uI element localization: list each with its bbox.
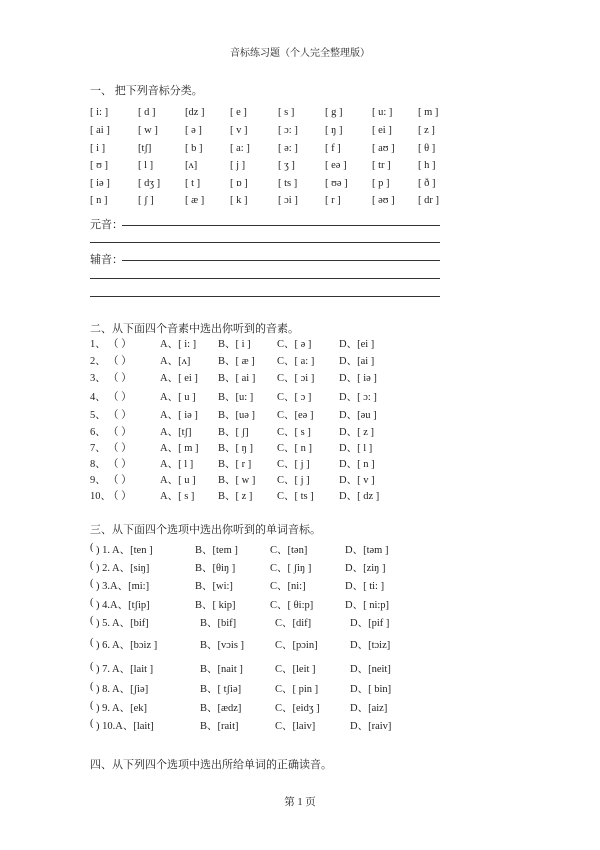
phonetic-symbol: [ ð ] bbox=[418, 178, 436, 189]
option: B、[uə ] bbox=[218, 410, 256, 421]
option: C、[laiv] bbox=[275, 721, 316, 732]
phonetic-symbol: [ b ] bbox=[185, 143, 203, 154]
answer-blank[interactable]: （ ） bbox=[108, 475, 132, 486]
option: C、[leit ] bbox=[275, 664, 316, 675]
phonetic-symbol: [ ts ] bbox=[278, 178, 298, 189]
option: D、[tɔiz] bbox=[350, 640, 391, 651]
answer-blank[interactable]: ( bbox=[90, 578, 94, 589]
option: D、[neit] bbox=[350, 664, 391, 675]
option: B、[wi:] bbox=[195, 581, 233, 592]
consonant-answer-line[interactable] bbox=[122, 260, 440, 261]
phonetic-symbol: [tʃ] bbox=[138, 143, 152, 154]
answer-blank[interactable]: （ ） bbox=[108, 373, 132, 384]
answer-blank[interactable]: （ ） bbox=[108, 410, 132, 421]
phonetic-symbol: [ ʊ ] bbox=[90, 160, 109, 171]
option: B、[ ŋ ] bbox=[218, 443, 253, 454]
phonetic-symbol: [ w ] bbox=[138, 125, 158, 136]
phonetic-symbol: [ n ] bbox=[90, 195, 108, 206]
answer-blank[interactable]: （ ） bbox=[108, 459, 132, 470]
option: C、[eidʒ ] bbox=[275, 703, 320, 714]
answer-blank[interactable]: ( bbox=[90, 542, 94, 553]
option: C、[ j ] bbox=[277, 475, 310, 486]
phonetic-symbol: [ ɒ ] bbox=[230, 178, 248, 189]
option: D、[ziŋ ] bbox=[345, 563, 386, 574]
phonetic-symbol: [ eə ] bbox=[325, 160, 347, 171]
option: C、[ a: ] bbox=[277, 356, 315, 367]
option: B、[ ai ] bbox=[218, 373, 256, 384]
answer-blank[interactable]: ( bbox=[90, 661, 94, 672]
option: D、[ ɔ: ] bbox=[339, 392, 377, 403]
answer-blank[interactable]: ( bbox=[90, 718, 94, 729]
phonetic-symbol: [ ʒ ] bbox=[278, 160, 295, 171]
phonetic-symbol: [ t ] bbox=[185, 178, 201, 189]
option: A、[ʌ] bbox=[160, 356, 191, 367]
phonetic-symbol: [ ai ] bbox=[90, 125, 110, 136]
phonetic-symbol: [ a: ] bbox=[230, 143, 250, 154]
option: D、[ z ] bbox=[339, 427, 374, 438]
option: D、[ dz ] bbox=[339, 491, 380, 502]
option: B、[rait] bbox=[200, 721, 239, 732]
option: B、[ tʃiə] bbox=[200, 684, 242, 695]
consonant-answer-line-2[interactable] bbox=[90, 278, 440, 279]
question-number: 8、 bbox=[90, 459, 106, 470]
answer-blank[interactable]: （ ） bbox=[108, 491, 132, 502]
vowel-answer-line-2[interactable] bbox=[90, 242, 440, 243]
phonetic-symbol: [ i: ] bbox=[90, 107, 109, 118]
phonetic-symbol: [ g ] bbox=[325, 107, 343, 118]
answer-blank[interactable]: （ ） bbox=[108, 427, 132, 438]
option: C、[ ɔ ] bbox=[277, 392, 312, 403]
phonetic-symbol: [ l ] bbox=[138, 160, 154, 171]
option: A、[ ei ] bbox=[160, 373, 198, 384]
phonetic-symbol: [ m ] bbox=[418, 107, 439, 118]
phonetic-symbol: [ ɔi ] bbox=[278, 195, 298, 206]
answer-blank[interactable]: （ ） bbox=[108, 339, 132, 350]
phonetic-symbol: [ ʊə ] bbox=[325, 178, 348, 189]
phonetic-symbol: [ i ] bbox=[90, 143, 106, 154]
phonetic-symbol: [ z ] bbox=[418, 125, 435, 136]
option: C、[ ts ] bbox=[277, 491, 314, 502]
question-option-a: ) 5. A、[bif] bbox=[96, 618, 149, 629]
phonetic-symbol: [ ei ] bbox=[372, 125, 392, 136]
phonetic-symbol: [ s ] bbox=[278, 107, 295, 118]
option: D、[əu ] bbox=[339, 410, 377, 421]
option: D、[ n ] bbox=[339, 459, 375, 470]
option: B、[nait ] bbox=[200, 664, 243, 675]
option: B、[ z ] bbox=[218, 491, 253, 502]
phonetic-symbol: [ θ ] bbox=[418, 143, 436, 154]
option: A、[ u ] bbox=[160, 475, 196, 486]
option: C、[dif] bbox=[275, 618, 312, 629]
section2-heading: 二、从下面四个音素中选出你听到的音素。 bbox=[90, 323, 299, 335]
question-number: 9、 bbox=[90, 475, 106, 486]
option: D、[raiv] bbox=[350, 721, 392, 732]
option: C、[ s ] bbox=[277, 427, 311, 438]
question-number: 10、 bbox=[90, 491, 111, 502]
question-option-a: ) 6. A、[bɔiz ] bbox=[96, 640, 158, 651]
phonetic-symbol: [dz ] bbox=[185, 107, 205, 118]
option: B、[θiŋ ] bbox=[195, 563, 236, 574]
option: D、[ bin] bbox=[350, 684, 392, 695]
phonetic-symbol: [ r ] bbox=[325, 195, 341, 206]
phonetic-symbol: [ dr ] bbox=[418, 195, 439, 206]
phonetic-symbol: [ j ] bbox=[230, 160, 246, 171]
phonetic-symbol: [ʌ] bbox=[185, 160, 198, 171]
page-title: 音标练习题（个人完全整理版） bbox=[230, 48, 370, 59]
question-number: 3、 bbox=[90, 373, 106, 384]
option: A、[tʃ] bbox=[160, 427, 192, 438]
option: C、[ θi:p] bbox=[270, 600, 314, 611]
answer-blank[interactable]: ( bbox=[90, 637, 94, 648]
phonetic-symbol: [ tr ] bbox=[372, 160, 391, 171]
question-number: 1、 bbox=[90, 339, 106, 350]
question-option-a: ) 9. A、[ek] bbox=[96, 703, 148, 714]
option: D、[təm ] bbox=[345, 545, 389, 556]
phonetic-symbol: [ iə ] bbox=[90, 178, 110, 189]
phonetic-symbol: [ e ] bbox=[230, 107, 247, 118]
vowel-label: 元音： bbox=[90, 219, 123, 231]
option: C、[ ɔi ] bbox=[277, 373, 315, 384]
option: C、[ pin ] bbox=[275, 684, 319, 695]
question-option-a: ) 2. A、[siŋ] bbox=[96, 563, 150, 574]
phonetic-symbol: [ u: ] bbox=[372, 107, 393, 118]
option: A、[ m ] bbox=[160, 443, 199, 454]
phonetic-symbol: [ p ] bbox=[372, 178, 390, 189]
option: B、[ ʃ] bbox=[218, 427, 249, 438]
question-number: 6、 bbox=[90, 427, 106, 438]
option: D、[ v ] bbox=[339, 475, 375, 486]
option: B、[tem ] bbox=[195, 545, 238, 556]
option: D、[ ti: ] bbox=[345, 581, 385, 592]
section4-heading: 四、从下列四个选项中选出所给单词的正确读音。 bbox=[90, 759, 332, 771]
option: C、[eə ] bbox=[277, 410, 314, 421]
page-footer: 第 1 页 bbox=[284, 797, 316, 808]
phonetic-symbol: [ k ] bbox=[230, 195, 248, 206]
option: D、[ iə ] bbox=[339, 373, 377, 384]
option: A、[ u ] bbox=[160, 392, 196, 403]
option: B、[ kip] bbox=[195, 600, 236, 611]
question-option-a: ) 10.A、[lait] bbox=[96, 721, 154, 732]
phonetic-symbol: [ əʊ ] bbox=[372, 195, 395, 206]
answer-blank[interactable]: （ ） bbox=[108, 356, 132, 367]
section3-heading: 三、从下面四个选项中选出你听到的单词音标。 bbox=[90, 524, 321, 536]
answer-blank[interactable]: （ ） bbox=[108, 392, 132, 403]
question-option-a: ) 8. A、[ʃiə] bbox=[96, 684, 149, 695]
vowel-answer-line[interactable] bbox=[122, 225, 440, 226]
question-option-a: ) 1. A、[ten ] bbox=[96, 545, 153, 556]
phonetic-symbol: [ ə ] bbox=[185, 125, 202, 136]
question-number: 7、 bbox=[90, 443, 106, 454]
phonetic-symbol: [ aʊ ] bbox=[372, 143, 395, 154]
option: C、[tən] bbox=[270, 545, 308, 556]
phonetic-symbol: [ dʒ ] bbox=[138, 178, 161, 189]
phonetic-symbol: [ f ] bbox=[325, 143, 341, 154]
phonetic-symbol: [ v ] bbox=[230, 125, 248, 136]
question-option-a: ) 3.A、[mi:] bbox=[96, 581, 150, 592]
option: B、[ r ] bbox=[218, 459, 252, 470]
phonetic-symbol: [ h ] bbox=[418, 160, 436, 171]
option: D、[pif ] bbox=[350, 618, 390, 629]
consonant-answer-line-3[interactable] bbox=[90, 296, 440, 297]
phonetic-symbol: [ d ] bbox=[138, 107, 156, 118]
option: A、[ i: ] bbox=[160, 339, 197, 350]
phonetic-symbol: [ ʃ ] bbox=[138, 195, 154, 206]
consonant-label: 辅音： bbox=[90, 254, 123, 266]
option: C、[ ə ] bbox=[277, 339, 312, 350]
answer-blank[interactable]: ( bbox=[90, 681, 94, 692]
question-option-a: ) 4.A、[tʃip] bbox=[96, 600, 150, 611]
option: A、[ s ] bbox=[160, 491, 195, 502]
option: D、[ai ] bbox=[339, 356, 375, 367]
option: A、[ l ] bbox=[160, 459, 194, 470]
question-option-a: ) 7. A、[lait ] bbox=[96, 664, 154, 675]
question-number: 4、 bbox=[90, 392, 106, 403]
option: B、[ æ ] bbox=[218, 356, 255, 367]
option: B、[ i ] bbox=[218, 339, 251, 350]
section1-heading: 一、 把下列音标分类。 bbox=[90, 85, 203, 97]
option: D、[ei ] bbox=[339, 339, 375, 350]
question-number: 2、 bbox=[90, 356, 106, 367]
option: B、[ædz] bbox=[200, 703, 242, 714]
option: B、[ w ] bbox=[218, 475, 256, 486]
phonetic-symbol: [ ŋ ] bbox=[325, 125, 343, 136]
question-number: 5、 bbox=[90, 410, 106, 421]
answer-blank[interactable]: ( bbox=[90, 700, 94, 711]
option: C、[ni:] bbox=[270, 581, 306, 592]
option: B、[u: ] bbox=[218, 392, 254, 403]
option: D、[ l ] bbox=[339, 443, 373, 454]
option: A、[ iə ] bbox=[160, 410, 198, 421]
phonetic-symbol: [ æ ] bbox=[185, 195, 205, 206]
answer-blank[interactable]: （ ） bbox=[108, 443, 132, 454]
option: C、[pɔin] bbox=[275, 640, 318, 651]
option: C、[ n ] bbox=[277, 443, 312, 454]
option: C、[ ʃiŋ ] bbox=[270, 563, 312, 574]
answer-blank[interactable]: ( bbox=[90, 597, 94, 608]
option: D、[ ni:p] bbox=[345, 600, 390, 611]
option: B、[bif] bbox=[200, 618, 237, 629]
phonetic-symbol: [ ɔ: ] bbox=[278, 125, 298, 136]
option: B、[vɔis ] bbox=[200, 640, 245, 651]
answer-blank[interactable]: ( bbox=[90, 615, 94, 626]
option: C、[ j ] bbox=[277, 459, 310, 470]
option: D、[aiz] bbox=[350, 703, 388, 714]
phonetic-symbol: [ ə: ] bbox=[278, 143, 298, 154]
answer-blank[interactable]: ( bbox=[90, 560, 94, 571]
